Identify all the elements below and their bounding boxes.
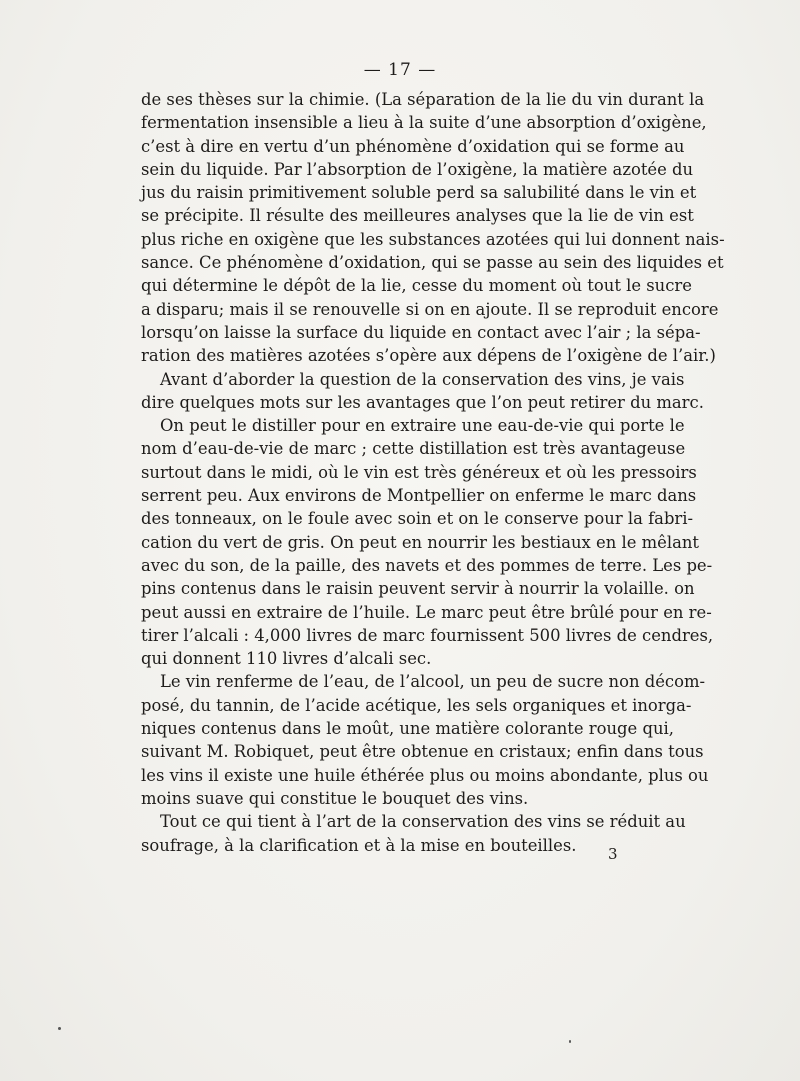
body-text (141, 88, 725, 857)
text-line: Le vin renferme de l’eau, de l’alcool, un peu de sucre non décom- (160, 672, 706, 692)
text-line: sance. Ce phénomène d’oxidation, qui se passe au sein des liquides et (141, 253, 724, 273)
signature-mark: 3 (608, 845, 618, 863)
speck (569, 1040, 571, 1043)
text-line: lorsqu’on laisse la surface du liquide en contact avec l’air ; la sépa- (141, 322, 701, 342)
text-line: cation du vert de gris. On peut en nourrir les bestiaux en le mêlant (141, 532, 700, 552)
text-line: Avant d’aborder la question de la conservation des vins, je vais (160, 369, 685, 389)
text-line: Tout ce qui tient à l’art de la conservation des vins se réduit au (160, 812, 686, 832)
text-line: fermentation insensible a lieu à la suite d’une absorption d’oxigène, (141, 113, 707, 133)
text-line: tirer l’alcali : 4,000 livres de marc fournissent 500 livres de cendres, (141, 625, 714, 645)
text-line: posé, du tannin, de l’acide acétique, les sels organiques et inorga- (141, 695, 692, 715)
text-line: de ses thèses sur la chimie. (La séparation de la lie du vin durant la (141, 90, 705, 109)
text-line: des tonneaux, on le foule avec soin et on le conserve pour la fabri- (141, 509, 694, 529)
text-line: suivant M. Robiquet, peut être obtenue en cristaux; enfin dans tous (141, 742, 704, 762)
text-line: serrent peu. Aux environs de Montpellier on enferme le marc dans (141, 486, 697, 506)
text-line: les vins il existe une huile éthérée plus ou moins abondante, plus ou (141, 765, 709, 785)
text-line: surtout dans le midi, où le vin est très généreux et où les pressoirs (141, 462, 697, 482)
text-line: niques contenus dans le moût, une matière colorante rouge qui, (141, 719, 674, 739)
text-line: plus riche en oxigène que les substances azotées qui lui donnent nais- (141, 229, 725, 249)
text-line: peut aussi en extraire de l’huile. Le marc peut être brûlé pour en re- (141, 602, 712, 622)
page-number: — 17 — (363, 60, 437, 80)
text-line: nom d’eau-de-vie de marc ; cette distillation est très avantageuse (141, 439, 686, 459)
text-line: sein du liquide. Par l’absorption de l’oxigène, la matière azotée du (141, 159, 694, 179)
text-line: qui détermine le dépôt de la lie, cesse du moment où tout le sucre (141, 276, 692, 296)
text-line: se précipite. Il résulte des meilleures analyses que la lie de vin est (141, 206, 694, 226)
text-line: dire quelques mots sur les avantages que l’on peut retirer du marc. (141, 392, 704, 412)
text-line: avec du son, de la paille, des navets et des pommes de terre. Les pe- (141, 555, 713, 575)
text-line: a disparu; mais il se renouvelle si on en ajoute. Il se reproduit encore (141, 299, 719, 319)
text-line: On peut le distiller pour en extraire une eau-de-vie qui porte le (160, 416, 685, 436)
text-line: pins contenus dans le raisin peuvent servir à nourrir la volaille. on (141, 579, 695, 599)
text-line: ration des matières azotées s’opère aux dépens de l’oxigène de l’air.) (141, 346, 716, 366)
text-line: qui donnent 110 livres d’alcali sec. (141, 649, 432, 669)
text-line: jus du raisin primitivement soluble perd sa salubilité dans le vin et (141, 183, 697, 203)
text-line: moins suave qui constitue le bouquet des vins. (141, 788, 529, 808)
speck (58, 1027, 61, 1030)
text-line: soufrage, à la clarification et à la mise en bouteilles. (141, 835, 577, 855)
text-line: c’est à dire en vertu d’un phénomène d’oxidation qui se forme au (141, 136, 685, 156)
